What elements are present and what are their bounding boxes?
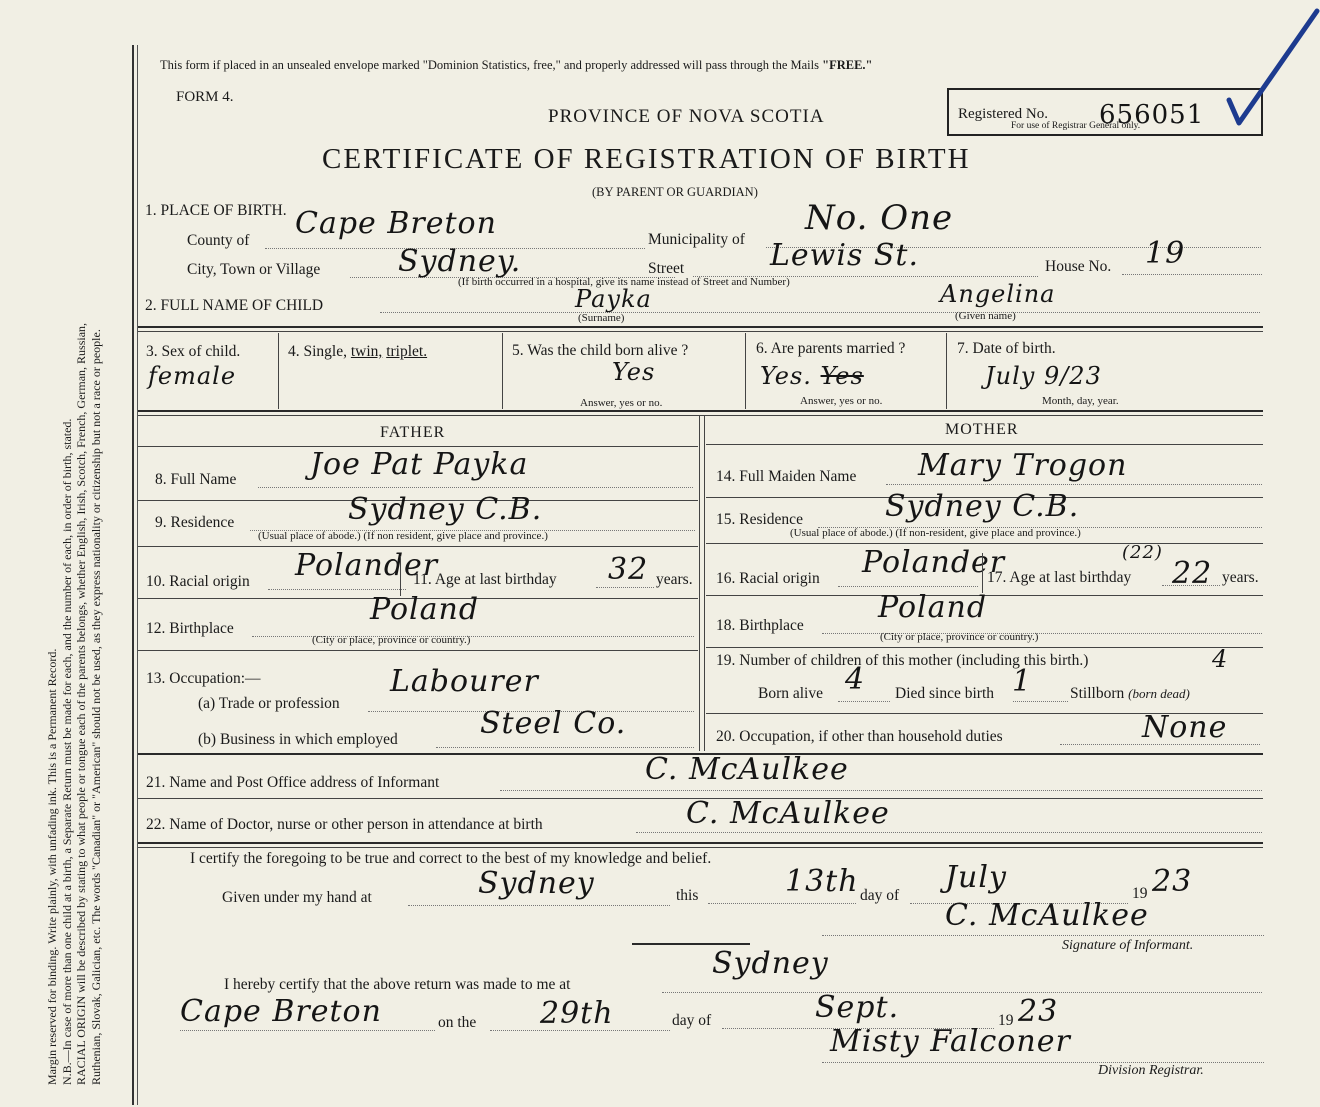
- born-alive-count-label: Born alive: [758, 685, 823, 702]
- registrar-place-value[interactable]: Sydney: [712, 946, 829, 981]
- divider: [138, 546, 698, 547]
- father-business-label: (b) Business in which employed: [198, 731, 398, 748]
- child-given-note: (Given name): [955, 310, 1016, 322]
- father-name-line: [258, 487, 693, 488]
- mother-name-value[interactable]: Mary Trogon: [918, 448, 1128, 483]
- page-subtitle: (BY PARENT OR GUARDIAN): [592, 185, 758, 199]
- day-line: [708, 903, 856, 904]
- father-trade-label: (a) Trade or profession: [198, 695, 340, 712]
- mother-birthplace-label: 18. Birthplace: [716, 617, 804, 634]
- father-trade-value[interactable]: Labourer: [390, 664, 539, 699]
- father-race-value[interactable]: Polander: [295, 548, 439, 583]
- margin-rule-inner: [137, 45, 138, 1105]
- mother-age-note: (22): [1122, 542, 1163, 563]
- form-number: FORM 4.: [176, 89, 234, 105]
- date-of-birth-value[interactable]: July 9/23: [985, 362, 1102, 390]
- divider: [502, 333, 503, 409]
- father-age-label: 11. Age at last birthday: [413, 571, 557, 588]
- mother-residence-note: (Usual place of abode.) (If non-resident, give place and province.): [790, 527, 1081, 539]
- divider: [982, 553, 983, 593]
- registrar-month-value[interactable]: Sept.: [815, 990, 900, 1025]
- certify-day-value[interactable]: 13th: [785, 864, 859, 899]
- divider: [704, 416, 705, 751]
- mother-birthplace-note: (City or place, province or country.): [880, 631, 1039, 643]
- check-mark-icon: [1225, 5, 1320, 130]
- house-number-line: [1122, 274, 1262, 275]
- mother-occupation-value[interactable]: None: [1142, 710, 1228, 745]
- born-alive-label: 5. Was the child born alive ?: [512, 342, 689, 359]
- day-of-label: day of: [860, 887, 900, 904]
- registered-note: For use of Registrar General only.: [1011, 121, 1141, 131]
- house-number-label: House No.: [1045, 258, 1112, 275]
- margin-line-1: Margin reserved for binding. Write plainly, with unfading ink. This is a Permanent Record.: [45, 648, 59, 1085]
- divider: [138, 842, 1263, 844]
- divider: [278, 333, 279, 409]
- mother-race-value[interactable]: Polander: [862, 545, 1006, 580]
- attendant-label: 22. Name of Doctor, nurse or other person in attendance at birth: [146, 816, 543, 833]
- born-alive-note: Answer, yes or no.: [580, 397, 663, 409]
- date-of-birth-note: Month, day, year.: [1042, 395, 1119, 407]
- father-age-line: [596, 587, 654, 588]
- father-residence-value[interactable]: Sydney C.B.: [348, 492, 543, 527]
- died-since-birth-value[interactable]: 1: [1012, 664, 1033, 699]
- born-alive-value[interactable]: Yes: [612, 358, 656, 386]
- died-since-birth-label: Died since birth: [895, 685, 995, 702]
- informant-label: 21. Name and Post Office address of Informant: [146, 774, 440, 791]
- child-given-value[interactable]: Angelina: [940, 280, 1056, 308]
- registrar-day-value[interactable]: 29th: [540, 996, 614, 1031]
- divider: [706, 444, 1263, 445]
- registrar-county-line: [180, 1030, 435, 1031]
- given-place-line: [408, 905, 670, 906]
- informant-value[interactable]: C. McAulkee: [645, 752, 849, 787]
- city-value[interactable]: Sydney.: [398, 244, 522, 279]
- born-alive-count-value[interactable]: 4: [845, 662, 866, 697]
- registrar-place-line: [662, 992, 1262, 993]
- registered-label: Registered No.: [958, 106, 1048, 122]
- certify-month-value[interactable]: July: [945, 860, 1007, 895]
- father-birthplace-value[interactable]: Poland: [370, 592, 480, 627]
- father-birthplace-note: (City or place, province or country.): [312, 634, 471, 646]
- mother-residence-label: 15. Residence: [716, 511, 803, 528]
- divider: [632, 943, 750, 945]
- given-under-label: Given under my hand at: [222, 889, 372, 906]
- province-heading: PROVINCE OF NOVA SCOTIA: [548, 106, 825, 127]
- margin-line-3: RACIAL ORIGIN will be described by stating to what people or tongue each of the parents belongs, whether English, Irish, Scotch, French, German, Russian,: [74, 322, 88, 1085]
- father-age-unit: years.: [656, 571, 693, 588]
- father-business-value[interactable]: Steel Co.: [480, 706, 627, 741]
- given-place-value[interactable]: Sydney: [478, 866, 595, 901]
- father-race-line: [268, 589, 406, 590]
- father-name-value[interactable]: Joe Pat Payka: [310, 447, 529, 482]
- mother-birthplace-value[interactable]: Poland: [878, 590, 988, 625]
- street-value[interactable]: Lewis St.: [770, 238, 920, 273]
- father-residence-note: (Usual place of abode.) (If non resident, give place and province.): [258, 530, 548, 542]
- divider: [706, 543, 1263, 544]
- place-of-birth-label: 1. PLACE OF BIRTH.: [145, 202, 287, 219]
- registrar-county-value[interactable]: Cape Breton: [180, 994, 382, 1029]
- father-residence-label: 9. Residence: [155, 514, 235, 531]
- certify-text: I certify the foregoing to be true and correct to the best of my knowledge and belief.: [190, 850, 712, 867]
- attendant-value[interactable]: C. McAulkee: [686, 796, 890, 831]
- mother-name-line: [886, 484, 1262, 485]
- stillborn-label: Stillborn (born dead): [1070, 685, 1190, 702]
- street-note: (If birth occurred in a hospital, give its name instead of Street and Number): [458, 276, 790, 288]
- registrar-day-of-label: day of: [672, 1012, 712, 1029]
- mother-race-line: [838, 586, 978, 587]
- divider: [138, 415, 1263, 416]
- father-race-label: 10. Racial origin: [146, 573, 250, 590]
- registrar-signature[interactable]: Misty Falconer: [830, 1024, 1071, 1059]
- municipality-value[interactable]: No. One: [805, 198, 954, 238]
- city-label: City, Town or Village: [187, 261, 321, 278]
- registered-number: 656051: [1099, 100, 1205, 130]
- informant-signature-label: Signature of Informant.: [1062, 938, 1194, 953]
- divider: [138, 326, 1263, 328]
- died-since-birth-line: [1013, 701, 1068, 702]
- divider: [138, 847, 1263, 848]
- county-value[interactable]: Cape Breton: [295, 206, 497, 241]
- parents-married-value[interactable]: Yes. Yes: [760, 362, 864, 390]
- informant-signature[interactable]: C. McAulkee: [945, 898, 1149, 933]
- house-number-value[interactable]: 19: [1145, 236, 1186, 271]
- parents-married-label: 6. Are parents married ?: [756, 340, 906, 357]
- father-birthplace-label: 12. Birthplace: [146, 620, 234, 637]
- child-name-line: [380, 312, 1260, 313]
- divider: [699, 416, 700, 751]
- margin-line-2: N.B.—In case of more than one child at a birth, a Separate Return must be made for each, and the number of each, in order of birth, stated.: [59, 418, 74, 1085]
- margin-rule: [132, 45, 134, 1105]
- on-the-label: on the: [438, 1014, 477, 1031]
- divider: [138, 650, 698, 651]
- municipality-label: Municipality of: [648, 231, 745, 248]
- registrar-year-value[interactable]: 23: [1018, 994, 1059, 1029]
- divider: [706, 647, 1263, 648]
- certify-year-value[interactable]: 23: [1152, 864, 1193, 899]
- father-occupation-label: 13. Occupation:—: [146, 670, 261, 687]
- registrar-year-prefix: 19: [998, 1012, 1014, 1029]
- mother-children-label: 19. Number of children of this mother (including this birth.): [716, 652, 1089, 669]
- this-label: this: [676, 887, 699, 904]
- divider: [946, 333, 947, 409]
- parents-married-note: Answer, yes or no.: [800, 395, 883, 407]
- father-heading: FATHER: [380, 424, 446, 441]
- registrar-signature-label: Division Registrar.: [1098, 1063, 1204, 1078]
- divider: [745, 333, 746, 409]
- mother-race-label: 16. Racial origin: [716, 570, 820, 587]
- child-name-label: 2. FULL NAME OF CHILD: [145, 297, 324, 314]
- mother-age-value[interactable]: 22: [1172, 556, 1213, 591]
- divider: [138, 410, 1263, 412]
- year-prefix: 19: [1132, 885, 1148, 902]
- divider: [400, 556, 401, 596]
- informant-signature-line: [822, 935, 1264, 936]
- attendant-line: [636, 832, 1262, 833]
- mother-children-value[interactable]: 4: [1212, 645, 1229, 673]
- mother-occupation-label: 20. Occupation, if other than household duties: [716, 728, 1003, 745]
- registered-box: [947, 88, 1263, 136]
- divider: [138, 331, 1263, 332]
- mother-name-label: 14. Full Maiden Name: [716, 468, 857, 485]
- page-title: CERTIFICATE OF REGISTRATION OF BIRTH: [322, 143, 971, 175]
- sex-label: 3. Sex of child.: [146, 343, 241, 360]
- father-name-label: 8. Full Name: [155, 471, 237, 488]
- sex-value[interactable]: female: [148, 362, 237, 390]
- informant-line: [500, 790, 1262, 791]
- date-of-birth-label: 7. Date of birth.: [957, 340, 1056, 357]
- born-alive-count-line: [838, 701, 890, 702]
- margin-line-4: Ruthenian, Slovak, Galician, etc. The words "Canadian" or "American" should not be used, as they express nationality or citizenship but not a race or people.: [88, 329, 103, 1085]
- mother-age-label: 17. Age at last birthday: [987, 569, 1132, 586]
- child-surname-value[interactable]: Payka: [575, 285, 652, 313]
- child-surname-note: (Surname): [578, 312, 625, 324]
- single-twin-label: 4. Single, twin, triplet.: [288, 343, 428, 360]
- mother-residence-value[interactable]: Sydney C.B.: [885, 489, 1080, 524]
- father-business-line: [436, 747, 694, 748]
- mail-notice: This form if placed in an unsealed envelope marked "Dominion Statistics, free," and properly addressed will pass through the Mails "FREE.": [160, 58, 873, 72]
- father-age-value[interactable]: 32: [608, 552, 649, 587]
- street-label: Street: [648, 260, 685, 277]
- county-label: County of: [187, 232, 250, 249]
- registrar-text: I hereby certify that the above return was made to me at: [224, 976, 571, 993]
- margin-instructions: [45, 85, 103, 1085]
- mother-age-unit: years.: [1222, 569, 1259, 586]
- mother-heading: MOTHER: [945, 421, 1019, 438]
